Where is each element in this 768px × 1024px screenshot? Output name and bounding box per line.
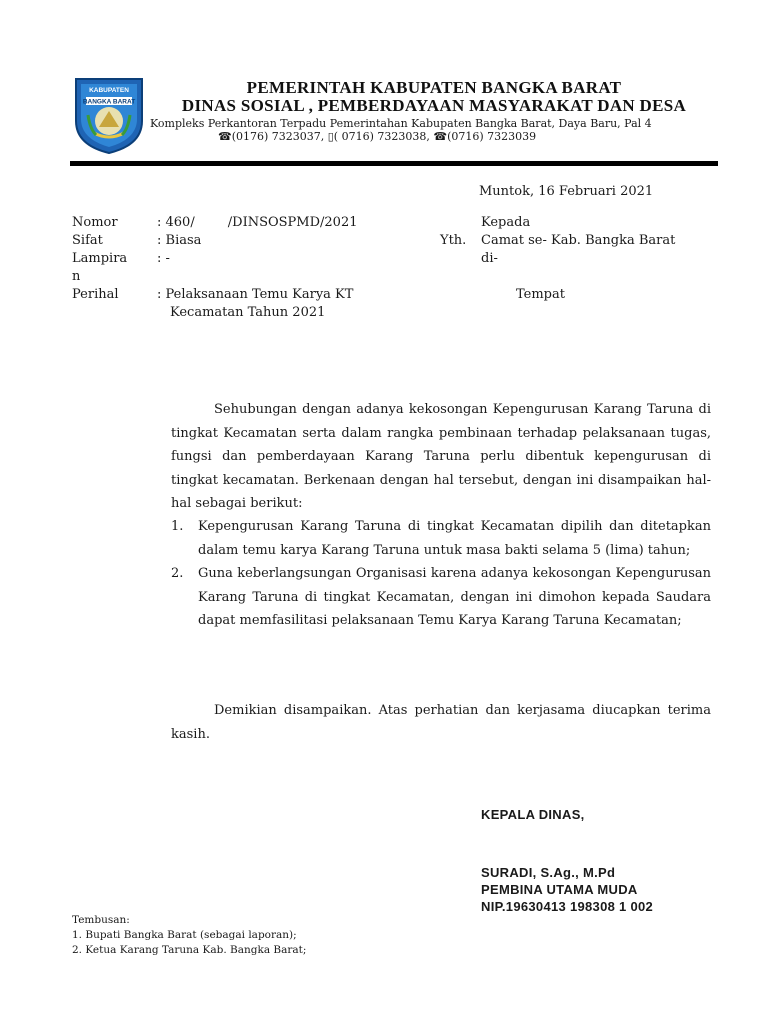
letterhead-government: PEMERINTAH KABUPATEN BANGKA BARAT bbox=[246, 78, 622, 97]
list-item bbox=[171, 562, 711, 633]
lampiran-label-wrap: n bbox=[72, 269, 81, 284]
closing-paragraph: Demikian disampaikan. Atas perhatian dan kerjasama diucapkan terima kasih. bbox=[171, 703, 711, 742]
tembusan-label: Tembusan: bbox=[72, 914, 130, 926]
lampiran-value: : - bbox=[157, 251, 170, 266]
letterhead-address: Kompleks Perkantoran Terpadu Pemerintahan Kabupaten Bangka Barat, Daya Baru, Pal 4 bbox=[150, 117, 652, 130]
letter-date: Muntok, 16 Februari 2021 bbox=[479, 184, 654, 199]
lampiran-label: Lampira bbox=[72, 251, 128, 266]
list-item-text: Kepengurusan Karang Taruna di tingkat Kecamatan dipilih dan ditetapkan dalam temu karya Karang Taruna untuk masa bakti selama 5 (lima) tahun; bbox=[198, 519, 711, 558]
nomor-value: : 460/ /DINSOSPMD/2021 bbox=[157, 215, 358, 230]
letterhead-phones: ☎(0176) 7323037, ▯( 0716) 7323038, ☎(0716) 7323039 bbox=[218, 130, 537, 143]
perihal-value-line2: Kecamatan Tahun 2021 bbox=[170, 305, 326, 320]
nomor-label: Nomor bbox=[72, 215, 118, 230]
list-item-text: Guna keberlangsungan Organisasi karena adanya kekosongan Kepengurusan Karang Taruna di tingkat Kecamatan, dengan ini dimohon kepada Saudara dapat memfasilitasi pelaksanaan Temu Karya Karang Taruna Kecamatan; bbox=[198, 566, 711, 629]
intro-paragraph: Sehubungan dengan adanya kekosongan Kepengurusan Karang Taruna di tingkat Kecamatan serta dalam rangka pembinaan terhadap pelaksanaan tugas, fungsi dan pemberdayaan Karang Taruna perlu dibentuk kepengurusan di tingkat kecamatan. Berkenaan dengan hal tersebut, dengan ini disampaikan hal-hal sebagai berikut: bbox=[171, 402, 711, 512]
tembusan-item: 2. Ketua Karang Taruna Kab. Bangka Barat; bbox=[72, 944, 307, 956]
recipient-di: di- bbox=[481, 251, 498, 266]
list-item bbox=[171, 515, 711, 562]
recipient-tempat: Tempat bbox=[516, 287, 565, 302]
logo-text-band: BANGKA BARAT bbox=[82, 98, 136, 106]
perihal-value: : Pelaksanaan Temu Karya KT bbox=[157, 287, 354, 302]
recipient-kepada: Kepada bbox=[481, 215, 531, 230]
perihal-label: Perihal bbox=[72, 287, 119, 302]
tembusan-item: 1. Bupati Bangka Barat (sebagai laporan); bbox=[72, 929, 297, 941]
letterhead-rule bbox=[70, 161, 718, 166]
signature-rank: PEMBINA UTAMA MUDA bbox=[481, 882, 638, 897]
sifat-value: : Biasa bbox=[157, 233, 202, 248]
signature-name: SURADI, S.Ag., M.Pd bbox=[481, 865, 616, 880]
regency-logo bbox=[72, 75, 146, 155]
signature-nip: NIP.19630413 198308 1 002 bbox=[481, 899, 654, 914]
sifat-label: Sifat bbox=[72, 233, 103, 248]
points-list bbox=[171, 515, 711, 633]
logo-text-top: KABUPATEN bbox=[89, 87, 129, 94]
recipient-name: Camat se- Kab. Bangka Barat bbox=[481, 233, 676, 248]
signature-title: KEPALA DINAS, bbox=[481, 807, 585, 822]
list-item-number: 1. bbox=[171, 519, 184, 534]
letterhead-agency: DINAS SOSIAL , PEMBERDAYAAN MASYARAKAT DAN DESA bbox=[181, 96, 687, 115]
recipient-yth: Yth. bbox=[440, 233, 467, 248]
list-item-number: 2. bbox=[171, 566, 184, 582]
